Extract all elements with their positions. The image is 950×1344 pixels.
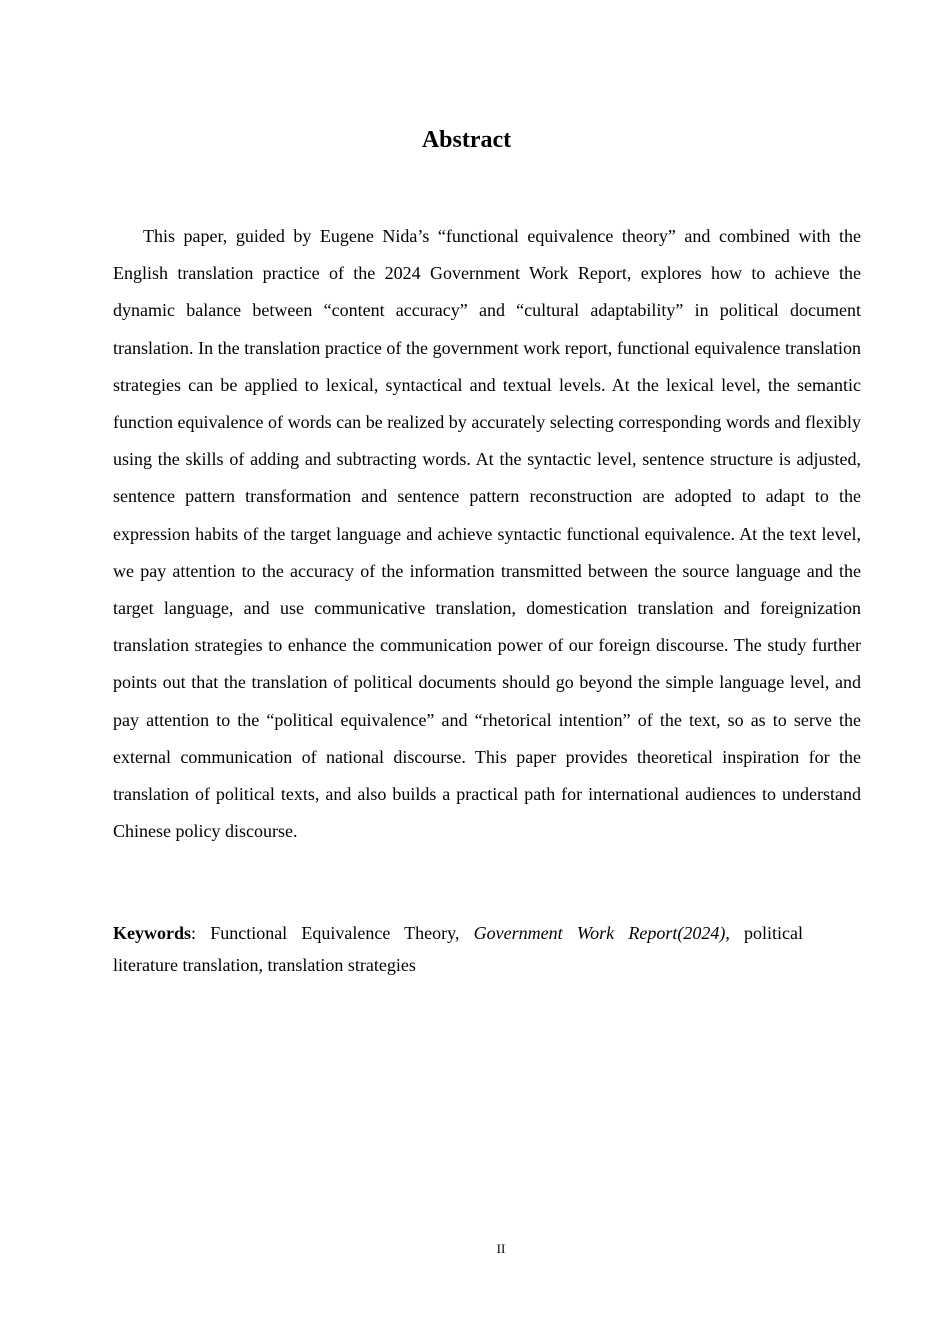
keywords-line bbox=[113, 917, 803, 981]
abstract-paragraph: This paper, guided by Eugene Nida’s “functional equivalence theory” and combined with the English translation practice of the 2024 Government Work Report, explores how to achieve the dynamic balance between “content accuracy” and “cultural adaptability” in political document translation. In the translation practice of the government work report, functional equivalence translation strategies can be applied to lexical, syntactical and textual levels. At the lexical level, the semantic function equivalence of words can be realized by accurately selecting corresponding words and flexibly using the skills of adding and subtracting words. At the syntactic level, sentence structure is adjusted, sentence pattern transformation and sentence pattern reconstruction are adopted to adapt to the expression habits of the target language and achieve syntactic functional equivalence. At the text level, we pay attention to the accuracy of the information transmitted between the source language and the target language, and use communicative translation, domestication translation and foreignization translation strategies to enhance the communication power of our foreign discourse. The study further points out that the translation of political documents should go beyond the simple language level, and pay attention to the “political equivalence” and “rhetorical intention” of the text, so as to serve the external communication of national discourse. This paper provides theoretical inspiration for the translation of political texts, and also builds a practical path for international audiences to understand Chinese policy discourse. bbox=[113, 226, 861, 842]
keywords-separator: : bbox=[191, 923, 211, 943]
keywords-part-2: , political literature translation, translation strategies bbox=[113, 923, 803, 975]
keywords-label: Keywords bbox=[113, 923, 191, 943]
keywords-part-1: Functional Equivalence Theory, bbox=[210, 923, 474, 943]
page-number: II bbox=[496, 1241, 506, 1256]
keywords-italic-title: Government Work Report(2024) bbox=[473, 923, 726, 943]
page-title: Abstract bbox=[421, 127, 512, 153]
